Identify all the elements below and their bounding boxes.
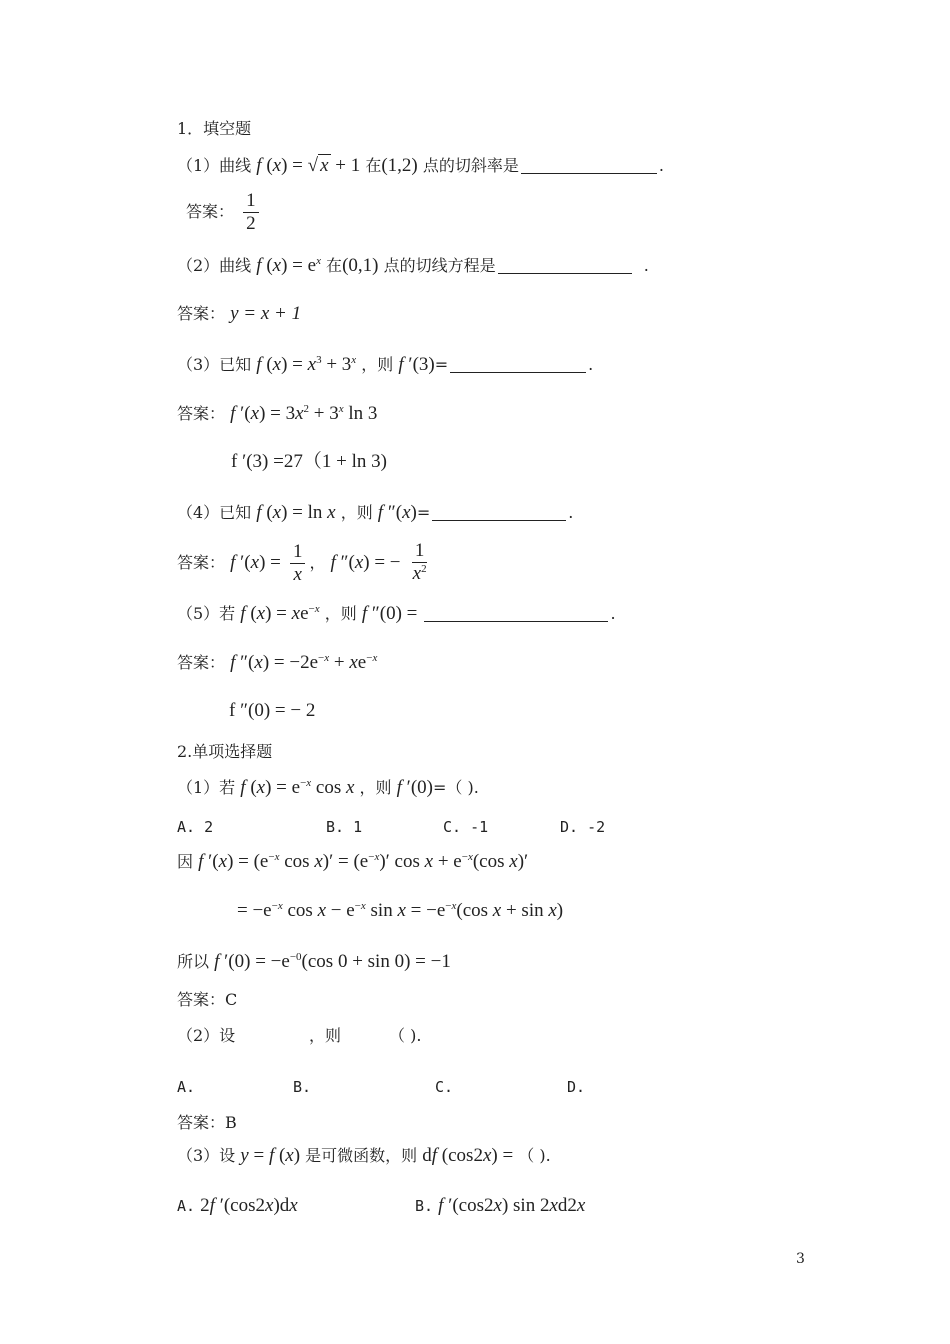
q1-3-answer: 答案： f $'(x) = 3x^2 + 3^x$ ln 3: [177, 403, 378, 424]
q1-5-answer-line2: f ″(0) = − 2: [229, 700, 316, 721]
q2-2-option-b[interactable]: B.: [293, 1078, 312, 1096]
q2-1-derivation-1: 因 f $'(x) = (e^{-x}$ $\cos x)' = (e^{-x})'$ $\cos x + e^{-x}(\cos$ x)′: [177, 851, 529, 872]
q1-2-answer: 答案： y = x + 1: [177, 303, 302, 324]
q1-5: （5）若 f $(x) = xe^{-x}$ ，则 f ″(0) = .: [177, 603, 616, 624]
q2-2-option-a[interactable]: A.: [177, 1078, 196, 1096]
q2-2-answer: 答案：B: [177, 1113, 237, 1132]
q1-4-answer: 答案： f ′(x) = $\frac{1}{x}$ ， f ″(x) = − $\frac{1}{x^2}$: [177, 540, 427, 585]
q1-1: （1）曲线 f (x) = √ x + 1 在(1,2) 点的切斜率是 .: [177, 155, 664, 176]
q1-2: （2）曲线 f $(x) = e^x$ 在(0,1) 点的切线方程是 .: [177, 255, 649, 276]
q2-2-option-c[interactable]: C.: [435, 1078, 454, 1096]
q2-1-option-c[interactable]: C. -1: [443, 818, 489, 836]
q1-5-answer: 答案： f $''(x) = -2e^{-x} + xe^{-x}$: [177, 652, 378, 673]
q2-1-option-a[interactable]: A. 2: [177, 818, 214, 836]
q2-3-option-b[interactable]: B. f ′(cos2x) sin 2xd2x: [415, 1195, 586, 1216]
q2-3-option-a[interactable]: A. 2f ′(cos2x)dx: [177, 1195, 298, 1216]
q2-2-mid: ，则: [309, 1026, 342, 1045]
q1-3-answer-line2: f ′(3) =27（1 + ln 3): [231, 451, 387, 472]
q2-3: （3）设 y = f (x) 是可微函数，则 df (cos2x) = （ ).: [177, 1145, 551, 1166]
section-2-title: 2.单项选择题: [177, 742, 273, 761]
q1-1-answer: 答案： $\frac{1}{2}$: [186, 190, 263, 235]
q2-1: （1）若 f $(x) = e^{-x}$ cos x ，则 f ′(0)=（ ).: [177, 777, 479, 798]
q2-2-paren: （ ).: [389, 1026, 422, 1045]
q1-3: （3）已知 f $(x) = x^3 + 3^x$ ，则 f ′(3)= .: [177, 354, 594, 375]
q2-2-option-d[interactable]: D.: [567, 1078, 586, 1096]
q1-4: （4）已知 f (x) = ln x ，则 f ″(x)= .: [177, 502, 574, 523]
page-number: 3: [796, 1251, 805, 1267]
section-1-title: 1．填空题: [177, 119, 252, 138]
q2-2-prompt: （2）设: [177, 1026, 236, 1045]
q2-1-derivation-2: = $-e^{-x}$ $\cos x - e^{-x}$ $\sin x = -e^{-x}(\cos$ x + sin x): [237, 900, 564, 921]
q2-1-derivation-3: 所以 f $'(0) = -e^{-0}(\cos$ 0 + sin 0) = −1: [177, 951, 451, 972]
q2-1-option-b[interactable]: B. 1: [326, 818, 363, 836]
q2-1-option-d[interactable]: D. -2: [560, 818, 606, 836]
q2-1-answer: 答案：C: [177, 990, 238, 1009]
